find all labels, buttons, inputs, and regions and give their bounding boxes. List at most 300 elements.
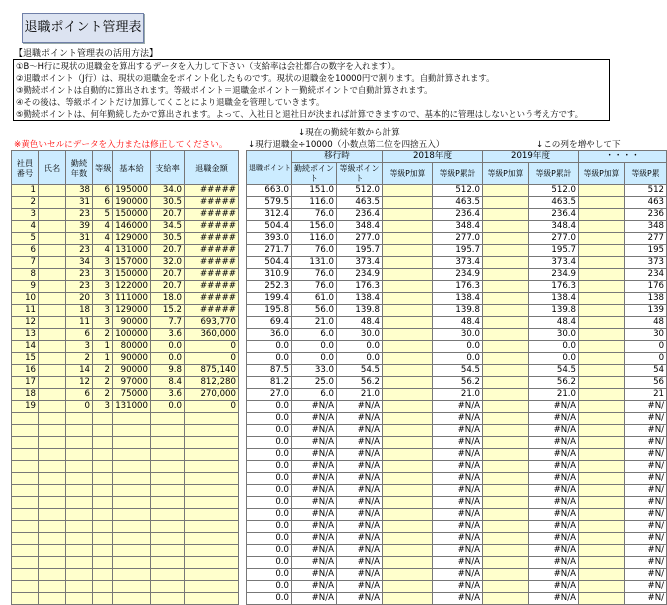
employee-cell[interactable]: 90000 [113,353,151,365]
employee-cell[interactable]: 23 [66,245,93,257]
points-cell[interactable] [383,401,433,413]
points-cell[interactable] [383,185,433,197]
points-cell[interactable] [483,197,529,209]
points-cell[interactable] [579,317,625,329]
points-cell[interactable] [579,521,625,533]
points-cell[interactable] [483,569,529,581]
employee-cell[interactable] [39,209,66,221]
points-cell[interactable] [579,461,625,473]
employee-cell-empty[interactable] [39,533,66,545]
points-cell[interactable] [383,365,433,377]
employee-cell-empty[interactable] [93,557,113,569]
employee-cell-empty[interactable] [12,509,39,521]
employee-cell[interactable]: 15 [12,353,39,365]
employee-cell[interactable]: 0.0 [151,353,185,365]
employee-cell[interactable]: 5 [12,233,39,245]
employee-cell[interactable]: 0 [185,341,239,353]
points-cell[interactable] [383,425,433,437]
employee-cell-empty[interactable] [185,473,239,485]
employee-cell[interactable]: 0.0 [151,341,185,353]
employee-cell-empty[interactable] [39,413,66,425]
employee-cell-empty[interactable] [93,533,113,545]
employee-cell[interactable]: 90000 [113,365,151,377]
points-cell[interactable] [579,473,625,485]
employee-cell[interactable]: 13 [12,329,39,341]
employee-cell-empty[interactable] [185,437,239,449]
employee-cell[interactable]: 34.0 [151,185,185,197]
employee-cell[interactable] [39,281,66,293]
employee-cell-empty[interactable] [185,581,239,593]
points-cell[interactable] [383,413,433,425]
employee-cell-empty[interactable] [113,485,151,497]
employee-cell[interactable]: 16 [12,365,39,377]
points-cell[interactable] [579,437,625,449]
employee-cell[interactable]: 31 [66,233,93,245]
employee-cell-empty[interactable] [185,485,239,497]
employee-cell[interactable]: 90000 [113,317,151,329]
points-cell[interactable] [383,533,433,545]
employee-cell[interactable]: 20 [66,293,93,305]
employee-cell[interactable]: 9 [12,281,39,293]
employee-cell-empty[interactable] [151,461,185,473]
points-cell[interactable] [483,329,529,341]
employee-cell-empty[interactable] [93,497,113,509]
employee-cell-empty[interactable] [113,521,151,533]
employee-cell-empty[interactable] [93,425,113,437]
employee-cell[interactable]: 5 [93,209,113,221]
employee-cell-empty[interactable] [93,593,113,605]
points-cell[interactable] [483,557,529,569]
employee-cell-empty[interactable] [93,521,113,533]
points-cell[interactable] [579,497,625,509]
employee-cell-empty[interactable] [113,437,151,449]
points-cell[interactable] [579,221,625,233]
employee-cell[interactable]: ##### [185,257,239,269]
employee-cell[interactable]: 1 [12,185,39,197]
points-cell[interactable] [579,569,625,581]
employee-cell[interactable]: ##### [185,221,239,233]
points-cell[interactable] [383,569,433,581]
points-cell[interactable] [383,461,433,473]
employee-cell[interactable] [39,293,66,305]
employee-cell[interactable]: 11 [12,305,39,317]
employee-cell[interactable]: 6 [93,197,113,209]
employee-cell[interactable]: 111000 [113,293,151,305]
employee-cell-empty[interactable] [93,485,113,497]
employee-cell[interactable]: 20.7 [151,245,185,257]
employee-cell[interactable]: ##### [185,269,239,281]
employee-cell[interactable]: 18.0 [151,293,185,305]
employee-cell[interactable]: 80000 [113,341,151,353]
points-cell[interactable] [579,329,625,341]
employee-cell-empty[interactable] [113,473,151,485]
employee-cell[interactable]: 38 [66,185,93,197]
employee-cell[interactable]: 31 [66,197,93,209]
employee-cell[interactable]: 7.7 [151,317,185,329]
employee-cell[interactable]: 2 [93,329,113,341]
employee-cell[interactable]: 270,000 [185,389,239,401]
employee-cell[interactable]: 6 [66,329,93,341]
points-cell[interactable] [483,437,529,449]
points-cell[interactable] [483,365,529,377]
employee-cell-empty[interactable] [66,437,93,449]
employee-cell-empty[interactable] [39,581,66,593]
employee-cell[interactable]: 3 [66,341,93,353]
employee-cell-empty[interactable] [113,593,151,605]
employee-cell[interactable]: 131000 [113,245,151,257]
points-cell[interactable] [483,581,529,593]
employee-cell[interactable]: ##### [185,233,239,245]
employee-cell[interactable]: 3 [93,281,113,293]
employee-cell-empty[interactable] [185,413,239,425]
employee-cell-empty[interactable] [66,545,93,557]
employee-cell[interactable]: 39 [66,221,93,233]
points-cell[interactable] [579,449,625,461]
employee-cell[interactable]: 20.7 [151,281,185,293]
employee-cell-empty[interactable] [185,545,239,557]
employee-cell-empty[interactable] [185,497,239,509]
employee-cell-empty[interactable] [66,473,93,485]
points-cell[interactable] [483,293,529,305]
employee-cell[interactable]: 7 [12,257,39,269]
employee-cell[interactable] [39,389,66,401]
employee-cell[interactable]: 23 [66,269,93,281]
employee-cell-empty[interactable] [12,413,39,425]
employee-cell-empty[interactable] [39,485,66,497]
employee-cell[interactable]: ##### [185,293,239,305]
employee-cell-empty[interactable] [39,461,66,473]
employee-cell[interactable] [39,401,66,413]
employee-cell[interactable] [39,185,66,197]
employee-cell[interactable] [39,245,66,257]
points-cell[interactable] [483,461,529,473]
employee-cell[interactable]: 6 [93,185,113,197]
employee-cell-empty[interactable] [39,521,66,533]
employee-cell-empty[interactable] [39,437,66,449]
employee-cell[interactable]: 150000 [113,209,151,221]
points-cell[interactable] [483,257,529,269]
points-cell[interactable] [579,269,625,281]
employee-cell[interactable] [39,257,66,269]
employee-cell[interactable] [39,329,66,341]
points-cell[interactable] [483,473,529,485]
employee-cell-empty[interactable] [151,545,185,557]
employee-cell-empty[interactable] [93,413,113,425]
employee-cell[interactable]: 3 [93,401,113,413]
employee-cell[interactable]: 129000 [113,233,151,245]
points-cell[interactable] [483,425,529,437]
employee-cell[interactable]: 0 [185,353,239,365]
employee-cell[interactable]: 34 [66,257,93,269]
employee-cell-empty[interactable] [151,497,185,509]
points-cell[interactable] [579,245,625,257]
employee-cell-empty[interactable] [113,413,151,425]
employee-cell-empty[interactable] [66,449,93,461]
employee-cell[interactable]: 812,280 [185,377,239,389]
points-cell[interactable] [579,197,625,209]
employee-cell[interactable]: 14 [12,341,39,353]
points-cell[interactable] [579,509,625,521]
employee-cell[interactable]: 100000 [113,329,151,341]
employee-cell[interactable]: 75000 [113,389,151,401]
employee-cell-empty[interactable] [113,509,151,521]
points-cell[interactable] [383,209,433,221]
points-cell[interactable] [483,353,529,365]
employee-cell[interactable]: 34.5 [151,221,185,233]
points-cell[interactable] [383,353,433,365]
employee-cell-empty[interactable] [185,569,239,581]
employee-cell[interactable]: 19 [12,401,39,413]
employee-cell-empty[interactable] [151,449,185,461]
employee-cell-empty[interactable] [113,497,151,509]
employee-cell-empty[interactable] [66,581,93,593]
employee-cell[interactable] [39,365,66,377]
employee-cell-empty[interactable] [151,413,185,425]
employee-cell-empty[interactable] [12,569,39,581]
employee-cell-empty[interactable] [93,473,113,485]
points-cell[interactable] [383,281,433,293]
points-cell[interactable] [579,557,625,569]
employee-cell-empty[interactable] [151,521,185,533]
employee-cell[interactable] [39,317,66,329]
employee-cell[interactable] [39,341,66,353]
employee-cell-empty[interactable] [113,545,151,557]
employee-cell[interactable]: 18 [66,305,93,317]
points-cell[interactable] [483,269,529,281]
employee-cell[interactable]: 2 [93,377,113,389]
points-cell[interactable] [383,233,433,245]
employee-cell[interactable]: 0 [185,401,239,413]
points-cell[interactable] [483,401,529,413]
points-cell[interactable] [383,305,433,317]
employee-cell[interactable] [39,197,66,209]
employee-cell[interactable]: 3 [93,269,113,281]
employee-cell[interactable]: 8 [12,269,39,281]
employee-cell-empty[interactable] [39,569,66,581]
points-cell[interactable] [579,533,625,545]
employee-cell[interactable]: 6 [66,389,93,401]
employee-cell[interactable]: 32.0 [151,257,185,269]
points-cell[interactable] [383,329,433,341]
employee-cell[interactable]: 10 [12,293,39,305]
employee-cell-empty[interactable] [151,473,185,485]
employee-cell[interactable]: 1 [93,341,113,353]
points-cell[interactable] [483,509,529,521]
employee-cell-empty[interactable] [39,497,66,509]
points-cell[interactable] [383,437,433,449]
employee-cell-empty[interactable] [66,461,93,473]
employee-cell-empty[interactable] [151,437,185,449]
employee-cell[interactable]: 2 [93,365,113,377]
employee-cell-empty[interactable] [113,425,151,437]
points-cell[interactable] [579,353,625,365]
employee-cell-empty[interactable] [66,509,93,521]
employee-cell-empty[interactable] [185,521,239,533]
employee-cell[interactable]: ##### [185,305,239,317]
employee-cell-empty[interactable] [185,533,239,545]
employee-cell[interactable]: 195000 [113,185,151,197]
points-cell[interactable] [483,521,529,533]
employee-cell[interactable]: 12 [12,317,39,329]
points-cell[interactable] [383,485,433,497]
points-cell[interactable] [483,233,529,245]
points-cell[interactable] [579,365,625,377]
points-cell[interactable] [579,425,625,437]
points-cell[interactable] [483,497,529,509]
points-cell[interactable] [383,473,433,485]
employee-cell[interactable]: 4 [93,245,113,257]
employee-cell[interactable] [39,269,66,281]
points-cell[interactable] [483,185,529,197]
employee-cell-empty[interactable] [185,593,239,605]
employee-cell[interactable]: 3.6 [151,329,185,341]
points-cell[interactable] [383,557,433,569]
employee-cell[interactable]: ##### [185,185,239,197]
employee-cell-empty[interactable] [66,533,93,545]
points-cell[interactable] [383,581,433,593]
points-cell[interactable] [579,185,625,197]
employee-cell[interactable]: 6 [12,245,39,257]
employee-cell[interactable]: 17 [12,377,39,389]
employee-cell-empty[interactable] [93,461,113,473]
employee-cell[interactable]: 15.2 [151,305,185,317]
points-cell[interactable] [483,449,529,461]
employee-cell-empty[interactable] [113,533,151,545]
employee-cell-empty[interactable] [185,425,239,437]
employee-cell[interactable]: 23 [66,209,93,221]
employee-cell-empty[interactable] [12,485,39,497]
employee-cell[interactable]: 2 [12,197,39,209]
points-cell[interactable] [383,197,433,209]
employee-cell-empty[interactable] [39,425,66,437]
employee-cell-empty[interactable] [66,521,93,533]
employee-cell-empty[interactable] [185,461,239,473]
employee-cell-empty[interactable] [151,557,185,569]
points-cell[interactable] [383,593,433,605]
points-cell[interactable] [483,341,529,353]
employee-cell-empty[interactable] [151,593,185,605]
employee-cell[interactable]: 0.0 [151,401,185,413]
points-cell[interactable] [579,377,625,389]
employee-cell-empty[interactable] [93,509,113,521]
employee-cell[interactable]: 8.4 [151,377,185,389]
employee-cell[interactable]: 12 [66,377,93,389]
employee-cell[interactable]: ##### [185,245,239,257]
points-cell[interactable] [483,389,529,401]
employee-cell-empty[interactable] [151,425,185,437]
employee-cell[interactable]: ##### [185,281,239,293]
employee-cell-empty[interactable] [12,581,39,593]
employee-cell[interactable]: 2 [66,353,93,365]
employee-cell-empty[interactable] [151,581,185,593]
points-cell[interactable] [483,245,529,257]
points-cell[interactable] [579,593,625,605]
employee-cell[interactable]: 20.7 [151,209,185,221]
points-cell[interactable] [483,305,529,317]
employee-cell[interactable]: 3.6 [151,389,185,401]
points-cell[interactable] [383,449,433,461]
employee-cell-empty[interactable] [12,545,39,557]
points-cell[interactable] [383,245,433,257]
employee-cell-empty[interactable] [12,425,39,437]
points-cell[interactable] [483,209,529,221]
employee-cell-empty[interactable] [185,449,239,461]
employee-cell[interactable]: 97000 [113,377,151,389]
employee-cell[interactable]: 9.8 [151,365,185,377]
employee-cell[interactable] [39,221,66,233]
points-cell[interactable] [383,257,433,269]
employee-cell-empty[interactable] [39,473,66,485]
employee-cell-empty[interactable] [39,593,66,605]
points-cell[interactable] [579,413,625,425]
points-cell[interactable] [579,209,625,221]
employee-cell-empty[interactable] [66,593,93,605]
points-cell[interactable] [483,377,529,389]
employee-cell[interactable] [39,305,66,317]
employee-cell-empty[interactable] [12,533,39,545]
employee-cell[interactable]: 4 [12,221,39,233]
employee-cell[interactable]: 4 [93,221,113,233]
employee-cell-empty[interactable] [66,485,93,497]
employee-cell[interactable]: 3 [12,209,39,221]
employee-cell[interactable]: 4 [93,233,113,245]
points-cell[interactable] [579,581,625,593]
employee-cell-empty[interactable] [185,509,239,521]
employee-cell-empty[interactable] [151,569,185,581]
points-cell[interactable] [483,593,529,605]
employee-cell-empty[interactable] [151,509,185,521]
employee-cell-empty[interactable] [12,521,39,533]
employee-cell[interactable]: 360,000 [185,329,239,341]
employee-cell[interactable]: 131000 [113,401,151,413]
employee-cell-empty[interactable] [12,473,39,485]
employee-cell-empty[interactable] [93,581,113,593]
points-cell[interactable] [579,389,625,401]
employee-cell-empty[interactable] [12,437,39,449]
employee-cell[interactable]: 23 [66,281,93,293]
points-cell[interactable] [383,269,433,281]
points-cell[interactable] [383,341,433,353]
employee-cell[interactable]: ##### [185,209,239,221]
employee-cell[interactable]: 190000 [113,197,151,209]
employee-cell[interactable]: 18 [12,389,39,401]
employee-cell-empty[interactable] [12,449,39,461]
points-cell[interactable] [483,317,529,329]
employee-cell-empty[interactable] [12,461,39,473]
points-cell[interactable] [383,317,433,329]
employee-cell-empty[interactable] [151,485,185,497]
employee-cell[interactable]: 122000 [113,281,151,293]
employee-cell[interactable]: 11 [66,317,93,329]
points-cell[interactable] [483,485,529,497]
employee-cell-empty[interactable] [66,569,93,581]
employee-cell-empty[interactable] [12,593,39,605]
employee-cell-empty[interactable] [93,437,113,449]
employee-cell[interactable]: 1 [93,353,113,365]
employee-cell[interactable]: 14 [66,365,93,377]
points-cell[interactable] [579,401,625,413]
points-cell[interactable] [483,221,529,233]
employee-cell[interactable] [39,377,66,389]
employee-cell[interactable]: 0 [66,401,93,413]
employee-cell-empty[interactable] [12,497,39,509]
employee-cell[interactable]: 129000 [113,305,151,317]
employee-cell[interactable]: 146000 [113,221,151,233]
employee-cell-empty[interactable] [93,545,113,557]
points-cell[interactable] [383,545,433,557]
points-cell[interactable] [383,509,433,521]
points-cell[interactable] [579,233,625,245]
